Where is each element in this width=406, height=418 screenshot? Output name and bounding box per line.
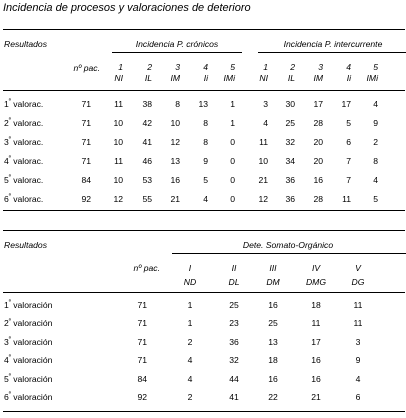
table2-row-npac: 71 [137,318,147,329]
table1-cell-cronicos: 10 [170,118,180,128]
table1-cell-intercurrente: 20 [313,137,323,147]
table1-cell-intercurrente: 30 [285,99,295,109]
table1-group-cronicos-underline [112,52,242,53]
table1-row-npac: 71 [81,156,91,166]
table1-row-npac: 92 [81,194,91,204]
table1-cell-intercurrente: 7 [346,156,351,166]
table1-row-npac: 71 [81,137,91,147]
table1-cell-cronicos: 42 [142,118,152,128]
table1-row-label: $5^ª$ valorac. [4,174,44,185]
table1-cell-intercurrente: 25 [285,118,295,128]
table1-intercurrente-col-num: 5 [373,62,378,72]
table1-row-npac: 71 [81,118,91,128]
table2-col-num: I [188,263,192,273]
table1-row-label: $1^ª$ valorac. [4,98,44,109]
table1-cell-cronicos: 38 [142,99,152,109]
table2-row-label: $3^ª$ valoración [4,335,53,347]
table1-cell-cronicos: 5 [203,175,208,185]
table2-cell-value: 1 [187,300,193,310]
table1-cell-cronicos: 41 [142,137,152,147]
table2-cell-value: 1 [187,318,193,329]
table2-cell-value: 22 [268,392,278,402]
table1-cell-cronicos: 10 [113,175,123,185]
table2-group-underline [172,253,406,254]
table1-intercurrente-col-code: IL [287,73,295,83]
table2-cell-value: 16 [311,355,321,366]
table1-header-rule [3,90,405,91]
table2-group-deterioro: Dete. Somato-Orgánico [242,240,334,250]
table2-cell-value: 23 [229,318,239,329]
table1-row-npac: 71 [81,99,91,109]
table1-cronicos-col-code: IM [170,73,180,83]
table2-cell-value: 11 [353,318,363,329]
table1-cell-intercurrente: 8 [373,156,378,166]
table2-cell-value: 11 [311,318,321,329]
table1-cronicos-col-num: 2 [147,62,152,72]
table2-row-label: $1^ª$ valoración [4,299,53,310]
table1-top-rule [3,29,405,30]
table2-cell-value: 17 [311,336,321,347]
table2-row-npac: 71 [137,336,147,347]
table1-cell-intercurrente: 17 [313,99,323,109]
table2-cell-value: 2 [187,336,193,347]
table2-cell-value: 18 [268,355,278,366]
table1-intercurrente-col-num: 1 [263,62,268,72]
table1-cell-intercurrente: 10 [258,156,268,166]
table2-cell-value: 25 [229,300,239,310]
table1-intercurrente-col-code: IMi [366,73,378,83]
table2-col-num: III [269,263,277,273]
table1-cell-cronicos: 8 [175,99,180,109]
table1-intercurrente-col-num: 4 [346,62,351,72]
table1-cell-cronicos: 12 [113,194,123,204]
table2-cell-value: 16 [311,373,321,384]
table1-npac-header: nº pac. [73,63,100,73]
table2-col-code: DL [228,277,240,287]
table2-col-code: DG [351,277,365,287]
table2-cell-value: 16 [268,373,278,384]
table2-row-npac: 92 [137,392,147,402]
table1-cell-cronicos: 11 [114,99,123,109]
table2-row-label: $5^ª$ valoración [4,372,53,384]
table2-cell-value: 44 [229,373,239,384]
table1-cronicos-col-code: IMi [223,73,235,83]
table2-row-label: $2^ª$ valoración [4,317,53,329]
table1-cell-intercurrente: 4 [373,175,378,185]
table2-col-num: IV [311,263,321,273]
table2-cell-value: 4 [187,355,193,366]
table1-cell-intercurrente: 6 [346,137,351,147]
table1-group-intercurrente-underline [258,52,406,53]
table2-row-label: $4^ª$ valoración [4,354,53,366]
table1-cell-cronicos: 0 [230,156,235,166]
table2-cell-value: 18 [311,300,321,310]
table1-cell-intercurrente: 32 [285,137,295,147]
table1-group-cronicos: Incidencia P. crónicos [135,39,219,49]
table2-bottom-rule [3,411,405,412]
table1-cell-intercurrente: 11 [259,137,268,147]
table1-cell-intercurrente: 16 [313,175,323,185]
table1-cell-intercurrente: 5 [346,118,351,128]
table2-cell-value: 36 [229,336,239,347]
table2-cell-value: 11 [353,300,363,310]
table1-cell-cronicos: 11 [114,156,123,166]
table1-cell-intercurrente: 3 [263,99,268,109]
table2-cell-value: 32 [229,355,239,366]
table2-row-npac: 71 [137,355,147,366]
table1-cronicos-col-num: 5 [230,62,235,72]
table2-cell-value: 16 [268,300,278,310]
table2-col-num: II [231,263,237,273]
table1-cronicos-col-code: IL [144,73,152,83]
table2-cell-value: 41 [229,392,239,402]
table1-intercurrente-col-num: 2 [290,62,295,72]
table1-cell-intercurrente: 20 [313,156,323,166]
table2-row-npac: 84 [137,373,147,384]
table1-cell-cronicos: 21 [170,194,180,204]
table1-cronicos-col-num: 4 [203,62,208,72]
table1-cell-cronicos: 46 [142,156,152,166]
table1-cell-cronicos: 55 [142,194,152,204]
table1-row-label: $6^ª$ valorac. [4,193,44,204]
table2-resultados-header: Resultados [4,240,47,250]
table1-intercurrente-col-code: IM [313,73,323,83]
table1-row-label: $3^ª$ valorac. [4,136,44,147]
table1-cell-intercurrente: 28 [313,194,323,204]
table1-cell-intercurrente: 11 [342,194,351,204]
table2-header-rule [3,292,405,293]
table2-cell-value: 25 [268,318,278,329]
table2-col-code: DMG [305,277,327,287]
table1-row-label: $4^ª$ valorac. [4,155,44,166]
table1-intercurrente-col-num: 3 [318,62,323,72]
table2-npac-header: nº pac. [133,263,160,273]
table2-col-code: ND [183,277,197,287]
table1-cell-cronicos: 8 [203,137,208,147]
table1-cell-cronicos: 13 [170,156,180,166]
table1-cell-intercurrente: 17 [341,99,351,109]
table1-row-label: $2^ª$ valorac. [4,117,44,128]
table1-cell-cronicos: 13 [198,99,208,109]
table2-col-num: V [355,263,361,273]
table2-top-rule [3,230,405,231]
table1-cell-cronicos: 1 [230,118,235,128]
table1-cell-cronicos: 53 [142,175,152,185]
table1-resultados-header: Resultados [4,39,47,49]
table2-cell-value: 4 [187,373,193,384]
table1-cronicos-col-num: 3 [175,62,180,72]
table1-cell-cronicos: 12 [170,137,180,147]
table1-cell-intercurrente: 34 [285,156,295,166]
table1-cell-cronicos: 4 [203,194,208,204]
table1-cell-intercurrente: 5 [373,194,378,204]
table1-intercurrente-col-code: NI [259,73,268,83]
table1-cell-cronicos: 0 [230,175,235,185]
table1-cell-intercurrente: 4 [263,118,268,128]
table2-row-label: $6^ª$ valoración [4,391,53,402]
table2-cell-value: 3 [355,336,361,347]
table1-cell-cronicos: 9 [203,156,208,166]
table1-cell-cronicos: 0 [230,137,235,147]
table2-col-code: DM [266,277,280,287]
table1-group-intercurrente: Incidencia P. intercurrente [283,39,383,49]
page-title: Incidencia de procesos y valoraciones de deterioro [3,2,251,14]
table1-cell-intercurrente: 2 [373,137,378,147]
table1-cell-intercurrente: 7 [346,175,351,185]
table1-cell-cronicos: 10 [113,137,123,147]
table1-cell-cronicos: 16 [170,175,180,185]
table1-cell-intercurrente: 36 [285,175,295,185]
table1-cell-intercurrente: 21 [258,175,268,185]
table1-cell-intercurrente: 28 [313,118,323,128]
table1-row-npac: 84 [81,175,91,185]
table1-intercurrente-col-code: Ii [346,73,351,83]
table1-cronicos-col-num: 1 [118,62,123,72]
table2-cell-value: 4 [355,373,361,384]
table2-cell-value: 6 [355,392,361,402]
table2-cell-value: 2 [187,392,193,402]
table1-cell-cronicos: 0 [230,194,235,204]
table2-cell-value: 13 [268,336,278,347]
table2-cell-value: 9 [355,355,361,366]
table1-cell-cronicos: 8 [203,118,208,128]
table1-cell-intercurrente: 12 [258,194,268,204]
table1-cell-cronicos: 10 [113,118,123,128]
table2-cell-value: 21 [311,392,321,402]
table1-cronicos-col-code: NI [114,73,123,83]
table1-cell-intercurrente: 4 [373,99,378,109]
table2-row-npac: 71 [137,300,147,310]
table1-cell-intercurrente: 9 [373,118,378,128]
table1-cronicos-col-code: Ii [203,73,208,83]
table1-bottom-rule [3,210,405,211]
table1-cell-cronicos: 1 [230,99,235,109]
table1-cell-intercurrente: 36 [285,194,295,204]
